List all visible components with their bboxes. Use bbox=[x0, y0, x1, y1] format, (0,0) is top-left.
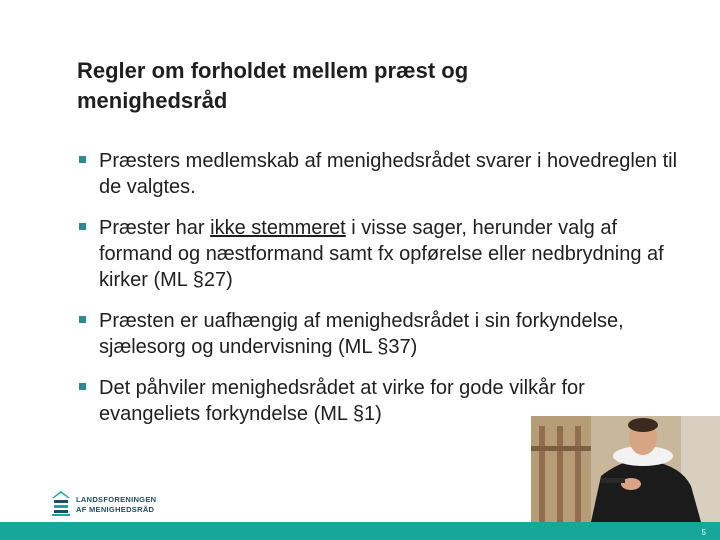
bullet-text: Præsten er uafhængig af menighedsrådet i sin forkyndelse, sjælesorg og undervisning (ML §37) bbox=[99, 310, 624, 358]
logo-line-1: LANDSFORENINGEN bbox=[76, 495, 157, 504]
bullet-item bbox=[78, 308, 678, 360]
logo-text bbox=[76, 495, 156, 515]
page-number: 5 bbox=[701, 528, 706, 537]
bullet-text-before: Præster har bbox=[99, 217, 211, 239]
logo-line-2: AF MENIGHEDSRÅD bbox=[76, 505, 155, 514]
slide-title: Regler om forholdet mellem præst og menighedsråd bbox=[77, 58, 469, 113]
church-logo-icon bbox=[52, 491, 70, 516]
organization-logo bbox=[52, 491, 172, 519]
bullet-item bbox=[78, 148, 678, 200]
bullet-square-icon bbox=[79, 223, 86, 230]
bullet-text-underlined: ikke stemmeret bbox=[210, 217, 346, 239]
bullet-square-icon bbox=[79, 383, 86, 390]
bullet-square-icon bbox=[79, 156, 86, 163]
bullet-text-after: i visse sager, herunder valg af formand og næstformand samt fx opførelse eller nedbrydning af kirker (ML §27) bbox=[99, 217, 664, 291]
priest-photo-image bbox=[531, 416, 720, 522]
bullet-square-icon bbox=[79, 316, 86, 323]
bullet-list bbox=[78, 148, 678, 427]
priest-photo bbox=[531, 416, 720, 522]
bullet-text: Det påhviler menighedsrådet at virke for gode vilkår for evangeliets forkyndelse (ML §1) bbox=[99, 377, 585, 425]
bullet-text: Præsters medlemskab af menighedsrådet svarer i hovedreglen til de valgtes. bbox=[99, 150, 678, 198]
bullet-item bbox=[78, 215, 678, 293]
footer-bar bbox=[0, 522, 720, 540]
